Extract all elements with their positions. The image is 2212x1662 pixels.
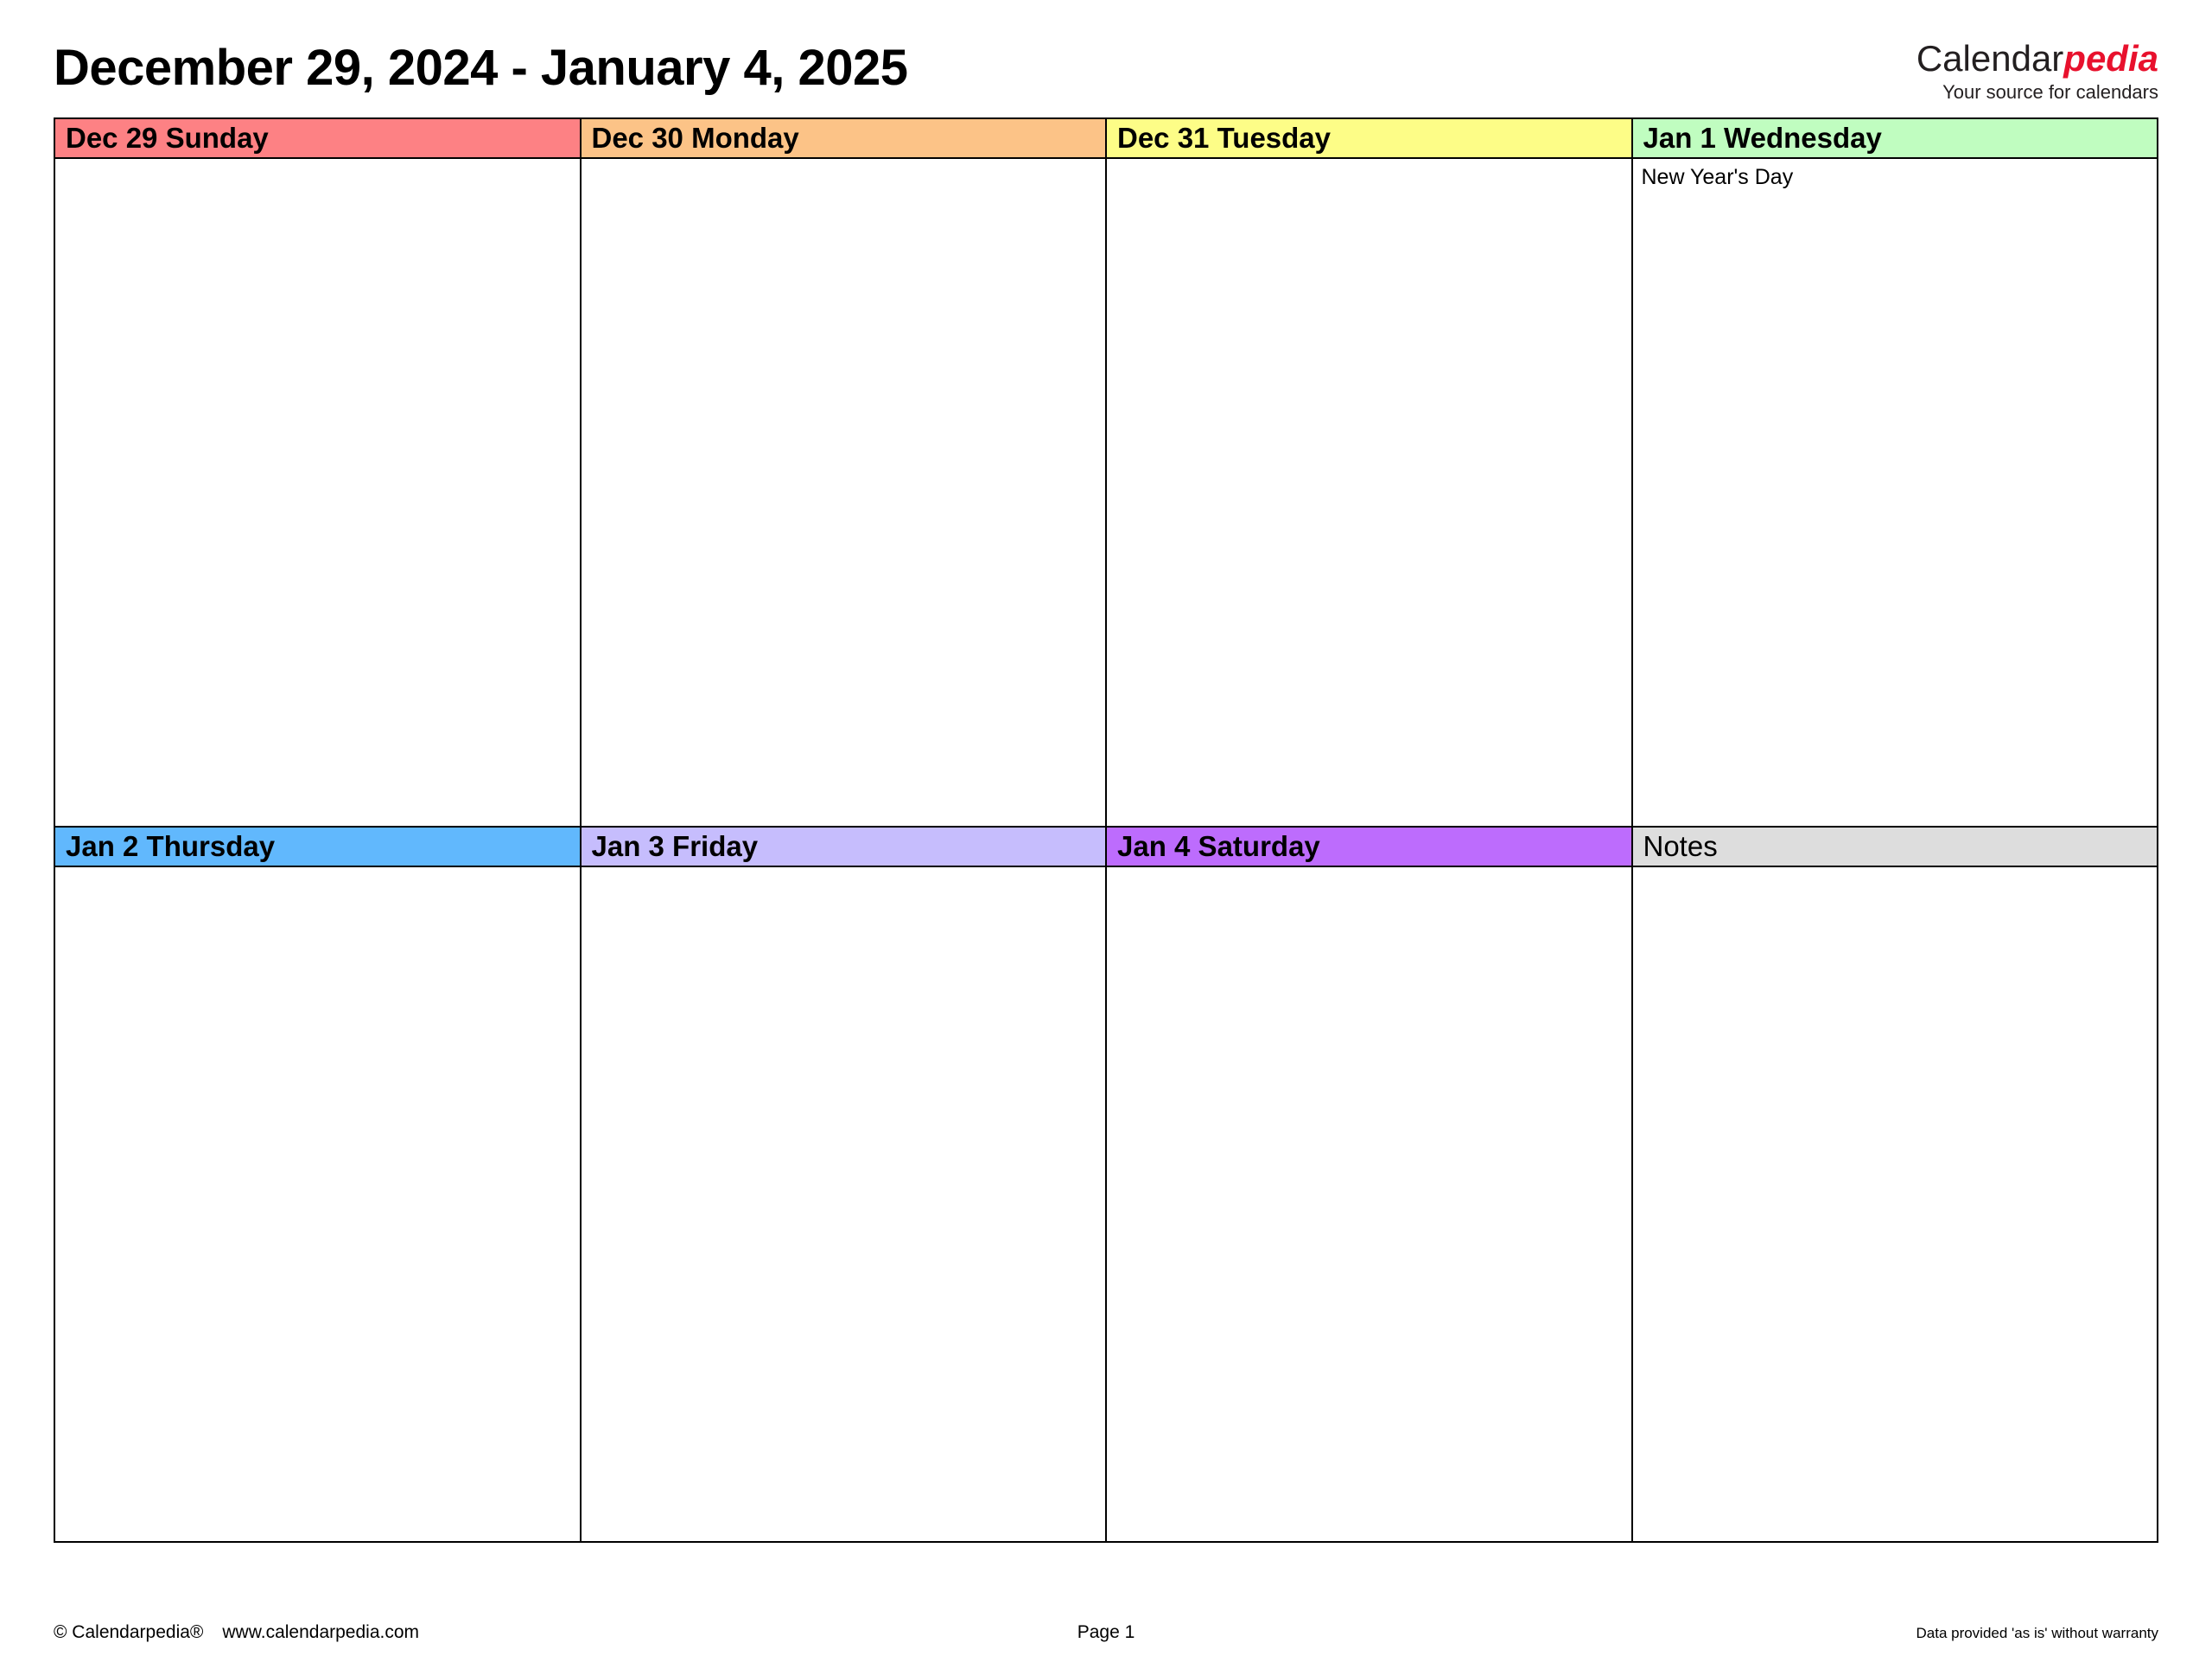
day-notes-area-jan-1[interactable] [1633,159,2158,826]
day-cell-dec-31 [1106,118,1632,158]
day-body-cell-dec-30 [581,158,1107,827]
day-notes-area-jan-4[interactable] [1107,867,1631,1541]
page-header [54,35,2158,117]
day-heading-dec-29: Dec 29 Sunday [55,119,580,157]
day-heading-jan-2: Jan 2 Thursday [55,828,580,866]
day-cell-jan-4 [1106,827,1632,866]
grid-row-top-bodies [54,158,2158,827]
day-body-cell-jan-2 [54,866,581,1542]
day-notes-area-jan-2[interactable] [55,867,580,1541]
day-notes-area-jan-3[interactable] [582,867,1106,1541]
day-heading-jan-1: Jan 1 Wednesday [1633,119,2158,157]
footer-website-link[interactable]: www.calendarpedia.com [222,1622,420,1642]
day-cell-dec-30 [581,118,1107,158]
grid-row-bottom-bodies [54,866,2158,1542]
brand-name [1916,40,2158,78]
day-body-cell-jan-4 [1106,866,1632,1542]
event-text-jan-1: New Year's Day [1641,165,1794,189]
day-heading-jan-4: Jan 4 Saturday [1107,828,1631,866]
brand-logo [1916,35,2158,104]
day-cell-jan-3 [581,827,1107,866]
brand-name-pedia: pedia [2063,38,2158,79]
notes-heading: Notes [1633,828,2158,866]
day-body-cell-jan-1 [1632,158,2158,827]
day-heading-jan-3: Jan 3 Friday [582,828,1106,866]
footer-copyright: © Calendarpedia® [54,1622,204,1642]
page-title: December 29, 2024 - January 4, 2025 [54,40,908,96]
day-notes-area-dec-30[interactable] [582,159,1106,826]
day-cell-jan-1 [1632,118,2158,158]
footer-disclaimer: Data provided 'as is' without warranty [1916,1625,2158,1641]
day-body-cell-dec-31 [1106,158,1632,827]
brand-name-calendar: Calendar [1916,38,2064,79]
week-grid [54,117,2158,1543]
day-notes-area-dec-29[interactable] [55,159,580,826]
day-cell-dec-29 [54,118,581,158]
day-heading-dec-31: Dec 31 Tuesday [1107,119,1631,157]
brand-tagline: Your source for calendars [1942,81,2158,104]
day-cell-jan-2 [54,827,581,866]
day-notes-area-dec-31[interactable] [1107,159,1631,826]
day-body-cell-dec-29 [54,158,581,827]
footer-page-number: Page 1 [1077,1622,1135,1642]
notes-body-cell [1632,866,2158,1542]
day-heading-dec-30: Dec 30 Monday [582,119,1106,157]
day-body-cell-jan-3 [581,866,1107,1542]
notes-area[interactable] [1633,867,2158,1541]
grid-row-top-headings [54,118,2158,158]
page-footer [54,1622,2158,1643]
notes-cell [1632,827,2158,866]
grid-row-bottom-headings [54,827,2158,866]
